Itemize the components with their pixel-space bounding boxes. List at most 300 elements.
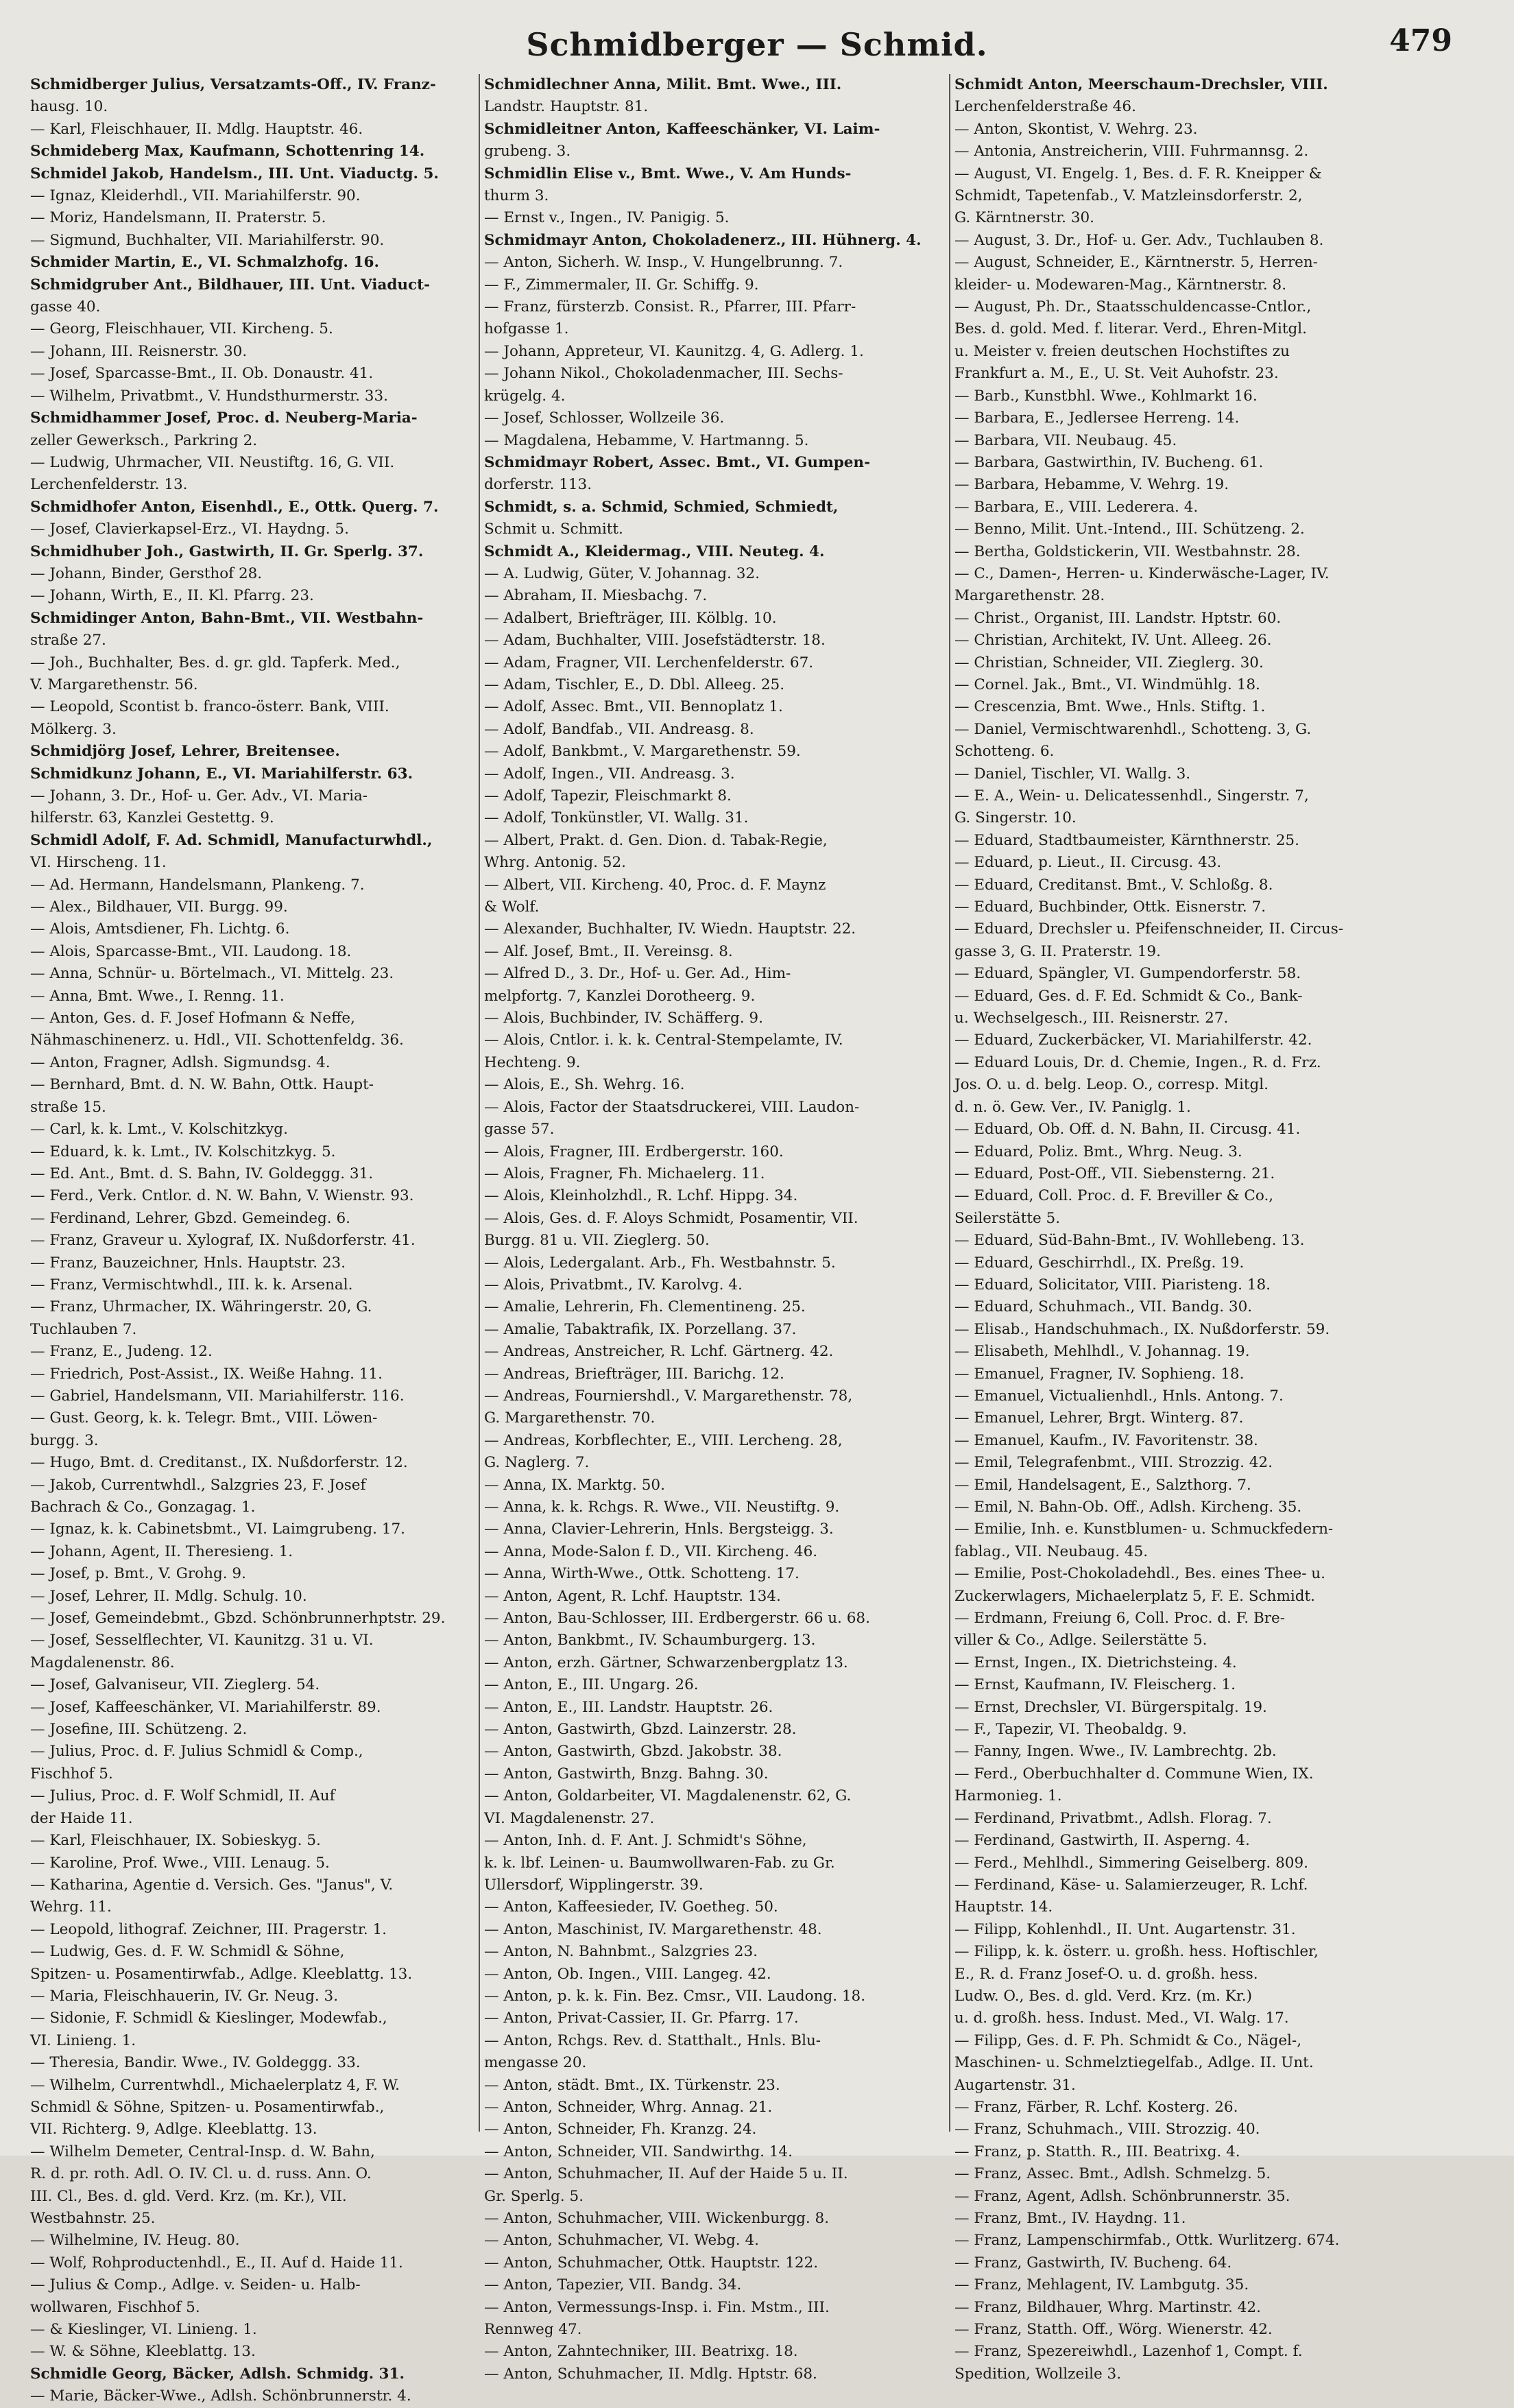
- directory-entry: — Anton, E., III. Ungarg. 26.: [484, 1676, 699, 1694]
- directory-entry: — Franz, Vermischtwhdl., III. k. k. Arsenal.: [30, 1276, 353, 1294]
- directory-entry: Harmonieg. 1.: [954, 1787, 1062, 1805]
- directory-entry: Margarethenstr. 28.: [954, 587, 1105, 605]
- directory-entry: Schmidl & Söhne, Spitzen- u. Posamentirwfab.,: [30, 2098, 385, 2116]
- directory-entry: Schmidt, Tapetenfab., V. Matzleinsdorferstr. 2,: [954, 187, 1303, 205]
- directory-entry: — Emil, Telegrafenbmt., VIII. Strozzig. 42.: [954, 1454, 1273, 1472]
- directory-entry: — Joh., Buchhalter, Bes. d. gr. gld. Tapferk. Med.,: [30, 654, 400, 671]
- directory-entry: — Eduard, Drechsler u. Pfeifenschneider, II. Circus-: [954, 920, 1343, 938]
- directory-entry: — Franz, Agent, Adlsh. Schönbrunnerstr. 35.: [954, 2187, 1290, 2205]
- directory-entry: — Georg, Fleischhauer, VII. Kircheng. 5.: [30, 320, 333, 338]
- directory-entry: fablag., VII. Neubaug. 45.: [954, 1542, 1149, 1560]
- directory-entry: — Alfred D., 3. Dr., Hof- u. Ger. Ad., Him-: [484, 965, 791, 983]
- directory-entry: — Barbara, E., VIII. Lederera. 4.: [954, 498, 1199, 516]
- directory-entry: u. Meister v. freien deutschen Hochstiftes zu: [954, 342, 1290, 360]
- directory-entry: — Anton, Kaffeesieder, IV. Goetheg. 50.: [484, 1898, 778, 1916]
- directory-entry: — Christ., Organist, III. Landstr. Hptstr. 60.: [954, 609, 1282, 627]
- directory-entry: — Anton, Schneider, VII. Sandwirthg. 14.: [484, 2143, 793, 2160]
- directory-entry: Westbahnstr. 25.: [30, 2210, 156, 2227]
- directory-entry: — W. & Söhne, Kleeblattg. 13.: [30, 2343, 256, 2361]
- directory-entry: — Bernhard, Bmt. d. N. W. Bahn, Ottk. Haupt-: [30, 1076, 374, 1094]
- directory-entry: — Alois, Cntlor. i. k. k. Central-Stempelamte, IV.: [484, 1032, 843, 1049]
- directory-entry: Bes. d. gold. Med. f. literar. Verd., Ehren-Mitgl.: [954, 320, 1307, 338]
- directory-entry: — & Kieslinger, VI. Linieng. 1.: [30, 2321, 257, 2339]
- directory-entry: wollwaren, Fischhof 5.: [30, 2298, 200, 2316]
- directory-entry: hausg. 10.: [30, 98, 108, 116]
- directory-entry: — Eduard, Poliz. Bmt., Whrg. Neug. 3.: [954, 1143, 1242, 1160]
- directory-entry: — Bertha, Goldstickerin, VII. Westbahnstr. 28.: [954, 543, 1301, 560]
- directory-entry: — Anton, Inh. d. F. Ant. J. Schmidt's Söhne,: [484, 1832, 807, 1850]
- directory-entry: — Josef, Lehrer, II. Mdlg. Schulg. 10.: [30, 1587, 307, 1605]
- directory-entry: — Johann Nikol., Chokoladenmacher, III. Sechs-: [484, 365, 843, 383]
- directory-entry: — Adolf, Ingen., VII. Andreasg. 3.: [484, 765, 735, 783]
- directory-entry: — Franz, E., Judeng. 12.: [30, 1343, 213, 1361]
- directory-entry: — Leopold, lithograf. Zeichner, III. Pragerstr. 1.: [30, 1920, 387, 1938]
- directory-heading-entry: Schmidgruber Ant., Bildhauer, III. Unt. Viaduct-: [30, 276, 430, 294]
- directory-entry: — Johann, Appreteur, VI. Kaunitzg. 4, G. Adlerg. 1.: [484, 342, 864, 360]
- directory-entry: — Anna, IX. Marktg. 50.: [484, 1476, 665, 1494]
- directory-entry: Fischhof 5.: [30, 1765, 113, 1783]
- directory-entry: — Adam, Fragner, VII. Lerchenfelderstr. 67.: [484, 654, 814, 671]
- directory-entry: — Barbara, E., Jedlersee Herreng. 14.: [954, 409, 1240, 427]
- directory-entry: — Josef, Sparcasse-Bmt., II. Ob. Donaustr. 41.: [30, 365, 374, 383]
- directory-entry: V. Margarethenstr. 56.: [30, 676, 198, 693]
- directory-entry: — Anton, Schneider, Fh. Kranzg. 24.: [484, 2121, 757, 2138]
- directory-entry: — Eduard, Ob. Off. d. N. Bahn, II. Circusg. 41.: [954, 1121, 1301, 1139]
- directory-entry: — Ferdinand, Privatbmt., Adlsh. Florag. 7.: [954, 1809, 1272, 1827]
- directory-entry: Tuchlauben 7.: [30, 1320, 137, 1338]
- directory-entry: — Friedrich, Post-Assist., IX. Weiße Hahng. 11.: [30, 1365, 383, 1383]
- directory-entry: — Marie, Bäcker-Wwe., Adlsh. Schönbrunnerstr. 4.: [30, 2387, 411, 2405]
- directory-entry: — Leopold, Scontist b. franco-österr. Bank, VIII.: [30, 698, 389, 716]
- directory-entry: — Josef, Galvaniseur, VII. Zieglerg. 54.: [30, 1676, 320, 1694]
- page-number: 479: [1389, 23, 1452, 58]
- directory-entry: — Franz, Bmt., IV. Haydng. 11.: [954, 2210, 1186, 2227]
- directory-entry: — Emanuel, Lehrer, Brgt. Winterg. 87.: [954, 1409, 1244, 1427]
- directory-entry: — Eduard, Spängler, VI. Gumpendorferstr. 58.: [954, 965, 1301, 983]
- directory-entry: G. Margarethenstr. 70.: [484, 1409, 656, 1427]
- directory-entry: Gr. Sperlg. 5.: [484, 2187, 584, 2205]
- directory-entry: — Adolf, Bandfab., VII. Andreasg. 8.: [484, 720, 754, 738]
- directory-entry: — Andreas, Briefträger, III. Barichg. 12.: [484, 1365, 784, 1383]
- directory-entry: dorferstr. 113.: [484, 476, 592, 494]
- directory-entry: — E. A., Wein- u. Delicatessenhdl., Singerstr. 7,: [954, 787, 1309, 804]
- directory-heading-entry: Schmidleitner Anton, Kaffeeschänker, VI. Laim-: [484, 120, 880, 138]
- directory-entry: — Emanuel, Victualienhdl., Hnls. Antong. 7.: [954, 1387, 1284, 1405]
- directory-entry: — Anton, Rchgs. Rev. d. Statthalt., Hnls. Blu-: [484, 2031, 821, 2049]
- directory-entry: — August, Schneider, E., Kärntnerstr. 5, Herren-: [954, 254, 1318, 272]
- directory-entry: Seilerstätte 5.: [954, 1209, 1061, 1227]
- directory-entry: — Albert, Prakt. d. Gen. Dion. d. Tabak-Regie,: [484, 831, 828, 849]
- directory-entry: — Ernst, Kaufmann, IV. Fleischerg. 1.: [954, 1676, 1236, 1694]
- directory-entry: — Eduard, Ges. d. F. Ed. Schmidt & Co., Bank-: [954, 987, 1303, 1005]
- directory-heading-entry: Schmidt, s. a. Schmid, Schmied, Schmiedt,: [484, 498, 839, 516]
- directory-entry: — Emil, N. Bahn-Ob. Off., Adlsh. Kircheng. 35.: [954, 1499, 1302, 1516]
- directory-entry: — Albert, VII. Kircheng. 40, Proc. d. F. Maynz: [484, 876, 826, 894]
- directory-entry: — Daniel, Tischler, VI. Wallg. 3.: [954, 765, 1191, 783]
- directory-heading-entry: Schmidjörg Josef, Lehrer, Breitensee.: [30, 743, 340, 761]
- directory-entry: — Eduard, Coll. Proc. d. F. Breviller & Co.,: [954, 1187, 1274, 1205]
- directory-entry: Whrg. Antonig. 52.: [484, 854, 626, 872]
- directory-heading-entry: Schmidl Adolf, F. Ad. Schmidl, Manufacturwhdl.,: [30, 831, 433, 849]
- directory-entry: — Julius & Comp., Adlge. v. Seiden- u. Halb-: [30, 2276, 361, 2294]
- directory-heading-entry: Schmideberg Max, Kaufmann, Schottenring 14.: [30, 143, 425, 160]
- directory-entry: — Ludwig, Ges. d. F. W. Schmidl & Söhne,: [30, 1943, 345, 1961]
- directory-heading-entry: Schmidt A., Kleidermag., VIII. Neuteg. 4.: [484, 543, 825, 560]
- directory-entry: — Erdmann, Freiung 6, Coll. Proc. d. F. Bre-: [954, 1610, 1286, 1628]
- directory-heading-entry: Schmidel Jakob, Handelsm., III. Unt. Viaductg. 5.: [30, 165, 439, 182]
- directory-entry: — Ferdinand, Lehrer, Gbzd. Gemeindeg. 6.: [30, 1209, 350, 1227]
- directory-entry: — Alois, Ledergalant. Arb., Fh. Westbahnstr. 5.: [484, 1254, 836, 1272]
- directory-entry: — Anton, Gastwirth, Gbzd. Lainzerstr. 28.: [484, 1721, 797, 1739]
- directory-entry: Frankfurt a. M., E., U. St. Veit Auhofstr. 23.: [954, 365, 1279, 383]
- directory-entry: — Franz, Gastwirth, IV. Bucheng. 64.: [954, 2254, 1232, 2272]
- directory-entry: G. Kärntnerstr. 30.: [954, 209, 1095, 227]
- directory-entry: — Filipp, Kohlenhdl., II. Unt. Augartenstr. 31.: [954, 1920, 1296, 1938]
- directory-entry: — Anton, Gastwirth, Bnzg. Bahng. 30.: [484, 1765, 769, 1783]
- directory-entry: gasse 57.: [484, 1121, 555, 1139]
- directory-entry: — Johann, 3. Dr., Hof- u. Ger. Adv., VI. Maria-: [30, 787, 368, 804]
- directory-entry: — Gabriel, Handelsmann, VII. Mariahilferstr. 116.: [30, 1387, 405, 1405]
- directory-entry: — Filipp, k. k. österr. u. großh. hess. Hoftischler,: [954, 1943, 1319, 1961]
- directory-entry: — Ed. Ant., Bmt. d. S. Bahn, IV. Goldeggg. 31.: [30, 1165, 374, 1182]
- directory-entry: — Josef, Kaffeeschänker, VI. Mariahilferstr. 89.: [30, 1698, 381, 1716]
- directory-entry: G. Naglerg. 7.: [484, 1454, 590, 1472]
- directory-entry: — Benno, Milit. Unt.-Intend., III. Schützeng. 2.: [954, 521, 1305, 538]
- directory-entry: — Adalbert, Briefträger, III. Kölblg. 10.: [484, 609, 777, 627]
- directory-entry: — Anna, Wirth-Wwe., Ottk. Schotteng. 17.: [484, 1565, 800, 1583]
- directory-entry: — Franz, Schuhmach., VIII. Strozzig. 40.: [954, 2121, 1260, 2138]
- directory-entry: — Anton, Zahntechniker, III. Beatrixg. 18.: [484, 2343, 798, 2361]
- directory-entry: — Josef, Clavierkapsel-Erz., VI. Haydng. 5.: [30, 521, 349, 538]
- directory-entry: — Abraham, II. Miesbachg. 7.: [484, 587, 708, 605]
- directory-entry: VI. Magdalenenstr. 27.: [484, 1809, 655, 1827]
- directory-entry: — Eduard, Süd-Bahn-Bmt., IV. Wohllebeng. 13.: [954, 1232, 1305, 1250]
- directory-entry: — Filipp, Ges. d. F. Ph. Schmidt & Co., Nägel-,: [954, 2031, 1302, 2049]
- directory-entry: — Ernst v., Ingen., IV. Panigig. 5.: [484, 209, 730, 227]
- directory-entry: — August, VI. Engelg. 1, Bes. d. F. R. Kneipper &: [954, 165, 1322, 182]
- directory-entry: — Anna, Bmt. Wwe., I. Renng. 11.: [30, 987, 285, 1005]
- directory-entry: — Eduard, Buchbinder, Ottk. Eisnerstr. 7.: [954, 898, 1266, 916]
- directory-entry: — Alois, Sparcasse-Bmt., VII. Laudong. 18.: [30, 942, 352, 960]
- directory-entry: — Sigmund, Buchhalter, VII. Mariahilferstr. 90.: [30, 231, 385, 249]
- directory-entry: — Andreas, Korbflechter, E., VIII. Lercheng. 28,: [484, 1431, 843, 1449]
- directory-entry: Spitzen- u. Posamentirwfab., Adlge. Kleeblattg. 13.: [30, 1965, 413, 1983]
- directory-entry: — Barbara, VII. Neubaug. 45.: [954, 431, 1177, 449]
- directory-entry: — Franz, Assec. Bmt., Adlsh. Schmelzg. 5.: [954, 2165, 1271, 2183]
- directory-entry: — Alf. Josef, Bmt., II. Vereinsg. 8.: [484, 942, 733, 960]
- directory-entry: Nähmaschinenerz. u. Hdl., VII. Schottenfeldg. 36.: [30, 1032, 404, 1049]
- directory-entry: — Christian, Schneider, VII. Zieglerg. 30.: [954, 654, 1264, 671]
- directory-entry: Landstr. Hauptstr. 81.: [484, 98, 649, 116]
- directory-entry: — Ludwig, Uhrmacher, VII. Neustiftg. 16, G. VII.: [30, 453, 395, 471]
- directory-entry: — Elisab., Handschuhmach., IX. Nußdorferstr. 59.: [954, 1320, 1330, 1338]
- directory-entry: — Emilie, Post-Chokoladehdl., Bes. eines Thee- u.: [954, 1565, 1325, 1583]
- directory-entry: — Carl, k. k. Lmt., V. Kolschitzkyg.: [30, 1121, 288, 1139]
- directory-entry: — Wilhelm Demeter, Central-Insp. d. W. Bahn,: [30, 2143, 375, 2160]
- directory-heading-entry: Schmidmayr Robert, Assec. Bmt., VI. Gumpen-: [484, 453, 870, 471]
- column-middle: [484, 74, 948, 2383]
- directory-entry: — Anton, Schuhmacher, VIII. Wickenburgg. 8.: [484, 2210, 830, 2227]
- directory-entry: Augartenstr. 31.: [954, 2076, 1076, 2094]
- directory-entry: — Anton, Tapezier, VII. Bandg. 34.: [484, 2276, 742, 2294]
- directory-entry: — Maria, Fleischhauerin, IV. Gr. Neug. 3.: [30, 1987, 339, 2005]
- directory-entry: — Franz, Spezereiwhdl., Lazenhof 1, Compt. f.: [954, 2343, 1303, 2361]
- directory-entry: — Adolf, Assec. Bmt., VII. Bennoplatz 1.: [484, 698, 783, 716]
- directory-entry: Spedition, Wollzeile 3.: [954, 2365, 1122, 2383]
- directory-entry: — Emanuel, Fragner, IV. Sophieng. 18.: [954, 1365, 1245, 1383]
- directory-entry: — Alois, Kleinholzhdl., R. Lchf. Hippg. 34.: [484, 1187, 798, 1205]
- directory-entry: — C., Damen-, Herren- u. Kinderwäsche-Lager, IV.: [954, 564, 1330, 582]
- directory-entry: — Anton, Schuhmacher, II. Auf der Haide 5 u. II.: [484, 2165, 848, 2183]
- directory-entry: — Adolf, Tapezir, Fleischmarkt 8.: [484, 787, 732, 804]
- directory-entry: zeller Gewerksch., Parkring 2.: [30, 431, 258, 449]
- directory-entry: — Anton, Schuhmacher, VI. Webg. 4.: [484, 2232, 759, 2250]
- directory-entry: — Anna, Clavier-Lehrerin, Hnls. Bergsteigg. 3.: [484, 1521, 834, 1538]
- directory-entry: — Anton, Vermessungs-Insp. i. Fin. Mstm., III.: [484, 2298, 830, 2316]
- directory-entry: Jos. O. u. d. belg. Leop. O., corresp. Mitgl.: [954, 1076, 1269, 1094]
- directory-entry: straße 27.: [30, 632, 106, 649]
- directory-entry: — Alois, Factor der Staatsdruckerei, VIII. Laudon-: [484, 1098, 860, 1116]
- directory-entry: — Eduard, Post-Off., VII. Siebensterng. 21.: [954, 1165, 1275, 1182]
- directory-entry: — Eduard Louis, Dr. d. Chemie, Ingen., R. d. Frz.: [954, 1053, 1321, 1071]
- directory-entry: — Anton, Fragner, Adlsh. Sigmundsg. 4.: [30, 1053, 331, 1071]
- directory-entry: — Anton, Skontist, V. Wehrg. 23.: [954, 120, 1198, 138]
- directory-entry: Bachrach & Co., Gonzagag. 1.: [30, 1499, 256, 1516]
- directory-entry: — Ernst, Ingen., IX. Dietrichsteing. 4.: [954, 1654, 1237, 1671]
- directory-entry: — Eduard, Creditanst. Bmt., V. Schloßg. 8.: [954, 876, 1273, 894]
- directory-entry: — Katharina, Agentie d. Versich. Ges. "Janus", V.: [30, 1876, 394, 1894]
- directory-entry: Zuckerwlagers, Michaelerplatz 5, F. E. Schmidt.: [954, 1587, 1315, 1605]
- directory-entry: — Elisabeth, Mehlhdl., V. Johannag. 19.: [954, 1343, 1250, 1361]
- directory-entry: — Alois, Ges. d. F. Aloys Schmidt, Posamentir, VII.: [484, 1209, 858, 1227]
- directory-entry: — Crescenzia, Bmt. Wwe., Hnls. Stiftg. 1.: [954, 698, 1266, 716]
- directory-entry: Lerchenfelderstraße 46.: [954, 98, 1136, 116]
- directory-entry: — Anton, erzh. Gärtner, Schwarzenbergplatz 13.: [484, 1654, 848, 1671]
- directory-entry: — August, Ph. Dr., Staatsschuldencasse-Cntlor.,: [954, 298, 1312, 316]
- directory-entry: — Andreas, Fourniershdl., V. Margarethenstr. 78,: [484, 1387, 853, 1405]
- directory-entry: — Alois, Fragner, Fh. Michaelerg. 11.: [484, 1165, 765, 1182]
- column-divider: [949, 74, 950, 2132]
- directory-entry: — Anton, städt. Bmt., IX. Türkenstr. 23.: [484, 2076, 780, 2094]
- directory-entry: — Franz, Statth. Off., Wörg. Wienerstr. 42.: [954, 2321, 1273, 2339]
- directory-entry: — Franz, p. Statth. R., III. Beatrixg. 4.: [954, 2143, 1240, 2160]
- directory-entry: — Alois, Amtsdiener, Fh. Lichtg. 6.: [30, 920, 290, 938]
- directory-entry: burgg. 3.: [30, 1431, 99, 1449]
- directory-entry: — Wilhelmine, IV. Heug. 80.: [30, 2232, 240, 2250]
- directory-entry: Schotteng. 6.: [954, 743, 1055, 761]
- directory-entry: hofgasse 1.: [484, 320, 569, 338]
- directory-entry: Lerchenfelderstr. 13.: [30, 476, 188, 494]
- directory-entry: VI. Hirscheng. 11.: [30, 854, 167, 872]
- directory-entry: — Ferd., Verk. Cntlor. d. N. W. Bahn, V. Wienstr. 93.: [30, 1187, 414, 1205]
- directory-entry: — Eduard, Schuhmach., VII. Bandg. 30.: [954, 1298, 1253, 1316]
- directory-heading-entry: Schmidberger Julius, Versatzamts-Off., IV. Franz-: [30, 76, 436, 93]
- directory-entry: — Franz, Bauzeichner, Hnls. Hauptstr. 23.: [30, 1254, 346, 1272]
- directory-entry: — Ferd., Oberbuchhalter d. Commune Wien, IX.: [954, 1765, 1314, 1783]
- directory-entry: — Eduard, Stadtbaumeister, Kärnthnerstr. 25.: [954, 831, 1299, 849]
- directory-entry: — Eduard, Zuckerbäcker, VI. Mariahilferstr. 42.: [954, 1032, 1312, 1049]
- directory-entry: — Wilhelm, Currentwhdl., Michaelerplatz 4, F. W.: [30, 2076, 400, 2094]
- directory-entry: Wehrg. 11.: [30, 1898, 112, 1916]
- directory-entry: Hechteng. 9.: [484, 1053, 581, 1071]
- directory-entry: — Emanuel, Kaufm., IV. Favoritenstr. 38.: [954, 1431, 1258, 1449]
- directory-entry: straße 15.: [30, 1098, 106, 1116]
- directory-entry: — Johann, Wirth, E., II. Kl. Pfarrg. 23.: [30, 587, 314, 605]
- directory-entry: d. n. ö. Gew. Ver., IV. Paniglg. 1.: [954, 1098, 1191, 1116]
- directory-entry: — Franz, Uhrmacher, IX. Währingerstr. 20, G.: [30, 1298, 372, 1316]
- directory-entry: — Franz, Graveur u. Xylograf, IX. Nußdorferstr. 41.: [30, 1232, 416, 1250]
- directory-entry: — Eduard, p. Lieut., II. Circusg. 43.: [954, 854, 1222, 872]
- directory-entry: — Wilhelm, Privatbmt., V. Hundsthurmerstr. 33.: [30, 387, 388, 405]
- directory-heading-entry: Schmider Martin, E., VI. Schmalzhofg. 16.: [30, 254, 379, 272]
- directory-entry: — Eduard, Solicitator, VIII. Piaristeng. 18.: [954, 1276, 1271, 1294]
- directory-entry: — Adam, Buchhalter, VIII. Josefstädterstr. 18.: [484, 632, 826, 649]
- directory-heading-entry: Schmidlechner Anna, Milit. Bmt. Wwe., III.: [484, 76, 842, 93]
- directory-entry: — Anton, Ob. Ingen., VIII. Langeg. 42.: [484, 1965, 771, 1983]
- directory-entry: — Anton, N. Bahnbmt., Salzgries 23.: [484, 1943, 758, 1961]
- directory-entry: — Anton, Ges. d. F. Josef Hofmann & Neffe,: [30, 1010, 355, 1027]
- directory-entry: — Antonia, Anstreicherin, VIII. Fuhrmannsg. 2.: [954, 143, 1309, 160]
- directory-entry: — Johann, Binder, Gersthof 28.: [30, 564, 263, 582]
- directory-entry: — August, 3. Dr., Hof- u. Ger. Adv., Tuchlauben 8.: [954, 231, 1324, 249]
- directory-entry: Magdalenenstr. 86.: [30, 1654, 175, 1671]
- directory-entry: — Emilie, Inh. e. Kunstblumen- u. Schmuckfedern-: [954, 1521, 1334, 1538]
- directory-entry: — Alois, E., Sh. Wehrg. 16.: [484, 1076, 685, 1094]
- directory-entry: mengasse 20.: [484, 2054, 587, 2072]
- directory-entry: hilferstr. 63, Kanzlei Gestettg. 9.: [30, 809, 274, 827]
- page-title: Schmidberger — Schmid.: [526, 26, 988, 63]
- directory-entry: — Anton, Gastwirth, Gbzd. Jakobstr. 38.: [484, 1743, 782, 1761]
- directory-entry: — Adolf, Bankbmt., V. Margarethenstr. 59.: [484, 743, 801, 761]
- directory-heading-entry: Schmidlin Elise v., Bmt. Wwe., V. Am Hunds-: [484, 165, 852, 182]
- directory-entry: — Sidonie, F. Schmidl & Kieslinger, Modewfab.,: [30, 2010, 387, 2027]
- directory-entry: — Alexander, Buchhalter, IV. Wiedn. Hauptstr. 22.: [484, 920, 856, 938]
- directory-entry: E., R. d. Franz Josef-O. u. d. großh. hess.: [954, 1965, 1258, 1983]
- directory-heading-entry: Schmidmayr Anton, Chokoladenerz., III. Hühnerg. 4.: [484, 231, 922, 249]
- directory-entry: — Anton, Agent, R. Lchf. Hauptstr. 134.: [484, 1587, 781, 1605]
- directory-entry: der Haide 11.: [30, 1809, 133, 1827]
- directory-entry: Maschinen- u. Schmelztiegelfab., Adlge. II. Unt.: [954, 2054, 1314, 2072]
- directory-entry: — Johann, Agent, II. Theresieng. 1.: [30, 1542, 293, 1560]
- directory-entry: — Eduard, k. k. Lmt., IV. Kolschitzkyg. 5.: [30, 1143, 336, 1160]
- directory-entry: grubeng. 3.: [484, 143, 571, 160]
- directory-entry: gasse 40.: [30, 298, 101, 316]
- directory-entry: — Josef, Gemeindebmt., Gbzd. Schönbrunnerhptstr. 29.: [30, 1610, 446, 1628]
- directory-entry: III. Cl., Bes. d. gld. Verd. Krz. (m. Kr.), VII.: [30, 2187, 347, 2205]
- column-right: [954, 74, 1428, 2383]
- directory-entry: Mölkerg. 3.: [30, 720, 117, 738]
- directory-entry: — Julius, Proc. d. F. Wolf Schmidl, II. Auf: [30, 1787, 335, 1805]
- directory-entry: Rennweg 47.: [484, 2321, 582, 2339]
- directory-entry: — Josefine, III. Schützeng. 2.: [30, 1721, 248, 1739]
- directory-entry: — A. Ludwig, Güter, V. Johannag. 32.: [484, 564, 760, 582]
- directory-entry: — Eduard, Geschirrhdl., IX. Preßg. 19.: [954, 1254, 1245, 1272]
- directory-entry: — Josef, Schlosser, Wollzeile 36.: [484, 409, 725, 427]
- directory-heading-entry: Schmidhuber Joh., Gastwirth, II. Gr. Sperlg. 37.: [30, 543, 424, 560]
- directory-entry: — Anton, Sicherh. W. Insp., V. Hungelbrunng. 7.: [484, 254, 843, 272]
- directory-entry: — F., Zimmermaler, II. Gr. Schiffg. 9.: [484, 276, 759, 294]
- directory-entry: — Ad. Hermann, Handelsmann, Plankeng. 7.: [30, 876, 365, 894]
- directory-entry: — Alois, Buchbinder, IV. Schäfferg. 9.: [484, 1010, 763, 1027]
- directory-entry: — Fanny, Ingen. Wwe., IV. Lambrechtg. 2b.: [954, 1743, 1277, 1761]
- directory-entry: — Emil, Handelsagent, E., Salzthorg. 7.: [954, 1476, 1251, 1494]
- directory-entry: — Karl, Fleischhauer, IX. Sobieskyg. 5.: [30, 1832, 321, 1850]
- directory-entry: kleider- u. Modewaren-Mag., Kärntnerstr. 8.: [954, 276, 1287, 294]
- directory-entry: — Hugo, Bmt. d. Creditanst., IX. Nußdorferstr. 12.: [30, 1454, 408, 1472]
- directory-heading-entry: Schmidhofer Anton, Eisenhdl., E., Ottk. Querg. 7.: [30, 498, 439, 516]
- directory-entry: — Ignaz, Kleiderhdl., VII. Mariahilferstr. 90.: [30, 187, 361, 205]
- directory-entry: Burgg. 81 u. VII. Zieglerg. 50.: [484, 1232, 710, 1250]
- directory-entry: krügelg. 4.: [484, 387, 566, 405]
- directory-entry: — Adolf, Tonkünstler, VI. Wallg. 31.: [484, 809, 749, 827]
- directory-entry: viller & Co., Adlge. Seilerstätte 5.: [954, 1632, 1207, 1649]
- directory-entry: — Franz, Lampenschirmfab., Ottk. Wurlitzerg. 674.: [954, 2232, 1340, 2250]
- directory-entry: — Barbara, Hebamme, V. Wehrg. 19.: [954, 476, 1229, 494]
- directory-entry: gasse 3, G. II. Praterstr. 19.: [954, 942, 1161, 960]
- directory-entry: — Anton, Schneider, Whrg. Annag. 21.: [484, 2098, 773, 2116]
- column-divider: [479, 74, 480, 2132]
- directory-entry: Hauptstr. 14.: [954, 1898, 1053, 1916]
- directory-entry: — Josef, Sesselflechter, VI. Kaunitzg. 31 u. VI.: [30, 1632, 374, 1649]
- directory-entry: & Wolf.: [484, 898, 540, 916]
- directory-heading-entry: Schmidkunz Johann, E., VI. Mariahilferstr. 63.: [30, 765, 413, 783]
- directory-entry: — Anton, Goldarbeiter, VI. Magdalenenstr. 62, G.: [484, 1787, 852, 1805]
- directory-entry: — Magdalena, Hebamme, V. Hartmanng. 5.: [484, 431, 809, 449]
- directory-entry: — Daniel, Vermischtwarenhdl., Schotteng. 3, G.: [954, 720, 1312, 738]
- directory-entry: G. Singerstr. 10.: [954, 809, 1077, 827]
- directory-entry: — Moriz, Handelsmann, II. Praterstr. 5.: [30, 209, 326, 227]
- directory-entry: Ullersdorf, Wipplingerstr. 39.: [484, 1876, 704, 1894]
- directory-entry: — Anna, Mode-Salon f. D., VII. Kircheng. 46.: [484, 1542, 818, 1560]
- directory-entry: — Franz, Bildhauer, Whrg. Martinstr. 42.: [954, 2298, 1261, 2316]
- page-header: [0, 21, 1514, 69]
- directory-entry: Schmit u. Schmitt.: [484, 521, 623, 538]
- directory-entry: — Anton, Schuhmacher, Ottk. Hauptstr. 122.: [484, 2254, 819, 2272]
- directory-entry: — Alex., Bildhauer, VII. Burgg. 99.: [30, 898, 288, 916]
- directory-entry: — Josef, p. Bmt., V. Grohg. 9.: [30, 1565, 246, 1583]
- directory-heading-entry: Schmidle Georg, Bäcker, Adlsh. Schmidg. 31.: [30, 2365, 405, 2383]
- directory-entry: — Alois, Fragner, III. Erdbergerstr. 160.: [484, 1143, 784, 1160]
- directory-entry: — Johann, III. Reisnerstr. 30.: [30, 342, 248, 360]
- directory-entry: — Gust. Georg, k. k. Telegr. Bmt., VIII. Löwen-: [30, 1409, 378, 1427]
- directory-entry: — Ignaz, k. k. Cabinetsbmt., VI. Laimgrubeng. 17.: [30, 1521, 405, 1538]
- directory-entry: — Karl, Fleischhauer, II. Mdlg. Hauptstr. 46.: [30, 120, 363, 138]
- directory-entry: — Anton, Schuhmacher, II. Mdlg. Hptstr. 68.: [484, 2365, 817, 2383]
- directory-entry: — Anton, p. k. k. Fin. Bez. Cmsr., VII. Laudong. 18.: [484, 1987, 866, 2005]
- directory-entry: — Anton, Privat-Cassier, II. Gr. Pfarrg. 17.: [484, 2010, 799, 2027]
- directory-entry: — Karoline, Prof. Wwe., VIII. Lenaug. 5.: [30, 1854, 330, 1872]
- directory-entry: — Anton, Maschinist, IV. Margarethenstr. 48.: [484, 1920, 822, 1938]
- directory-entry: — Adam, Tischler, E., D. Dbl. Alleeg. 25.: [484, 676, 785, 693]
- directory-entry: VI. Linieng. 1.: [30, 2031, 136, 2049]
- directory-heading-entry: Schmidinger Anton, Bahn-Bmt., VII. Westbahn-: [30, 609, 424, 627]
- directory-entry: — Ferdinand, Gastwirth, II. Asperng. 4.: [954, 1832, 1250, 1850]
- directory-entry: — Anton, Bankbmt., IV. Schaumburgerg. 13.: [484, 1632, 816, 1649]
- directory-entry: — Franz, Mehlagent, IV. Lambgutg. 35.: [954, 2276, 1249, 2294]
- directory-entry: — Wolf, Rohproductenhdl., E., II. Auf d. Haide 11.: [30, 2254, 403, 2272]
- directory-entry: — Anton, E., III. Landstr. Hauptstr. 26.: [484, 1698, 773, 1716]
- directory-heading-entry: Schmidt Anton, Meerschaum-Drechsler, VIII.: [954, 76, 1328, 93]
- directory-entry: VII. Richterg. 9, Adlge. Kleeblattg. 13.: [30, 2121, 317, 2138]
- directory-entry: — Franz, Färber, R. Lchf. Kosterg. 26.: [954, 2098, 1238, 2116]
- directory-entry: — Amalie, Tabaktrafik, IX. Porzellang. 37.: [484, 1320, 797, 1338]
- directory-entry: — Barb., Kunstbhl. Wwe., Kohlmarkt 16.: [954, 387, 1258, 405]
- directory-entry: — Theresia, Bandir. Wwe., IV. Goldeggg. 33.: [30, 2054, 361, 2072]
- directory-entry: — Alois, Privatbmt., IV. Karolvg. 4.: [484, 1276, 743, 1294]
- directory-entry: — Ferdinand, Käse- u. Salamierzeuger, R. Lchf.: [954, 1876, 1308, 1894]
- directory-entry: — Barbara, Gastwirthin, IV. Bucheng. 61.: [954, 453, 1264, 471]
- directory-entry: — Andreas, Anstreicher, R. Lchf. Gärtnerg. 42.: [484, 1343, 834, 1361]
